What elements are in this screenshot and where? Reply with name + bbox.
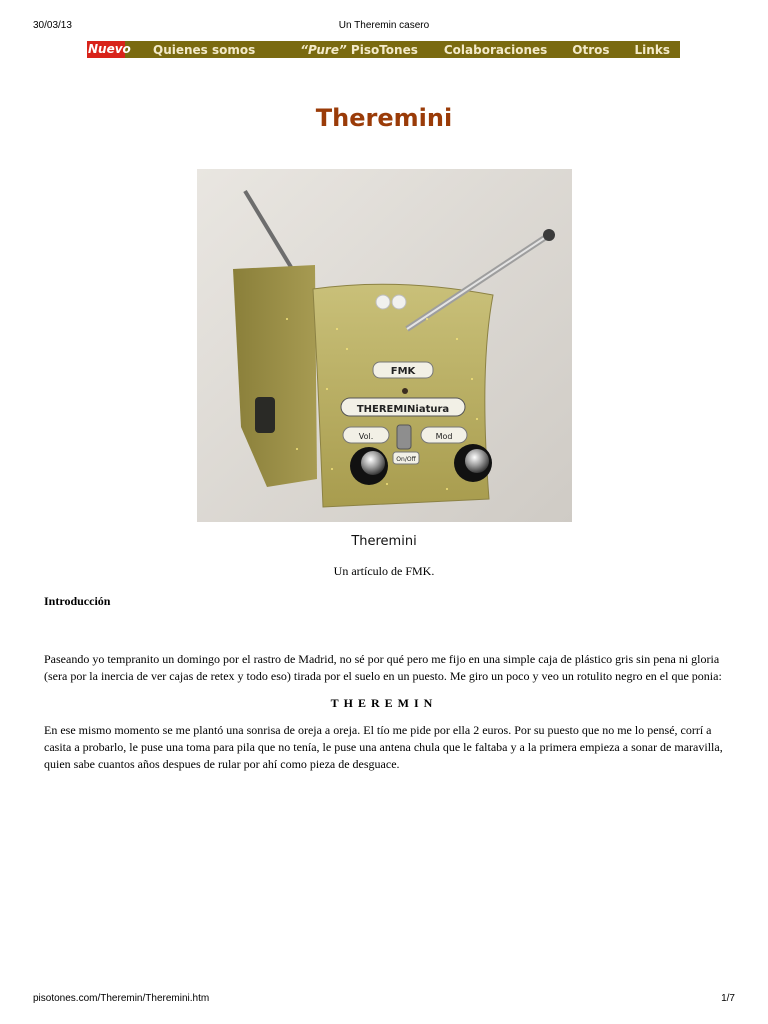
nav-pisotones-word: PisoTones (350, 42, 418, 57)
intro-heading: Introducción (44, 594, 111, 608)
top-nav-bar (87, 41, 680, 58)
print-footer (0, 993, 768, 1007)
theremini-photo (197, 169, 572, 522)
switch-label: On/Off (396, 456, 416, 463)
vol-label: Vol. (358, 432, 374, 441)
print-url: pisotones.com/Theremin/Theremini.htm (33, 993, 210, 1004)
nav-item-nuevo[interactable]: Nuevo (88, 42, 131, 56)
page-title: Theremini (315, 104, 453, 132)
intro-paragraph-1: Paseando yo tempranito un domingo por el rastro de Madrid, no sé por qué pero me fijo en una simple caja de plástico gris sin pena ni gloria (sera por la inercia de ver cajas de retex y todo eso) tirada por el suelo en un puesto. Me giro un poco y veo un rotulito negro en el que ponia: (44, 652, 722, 683)
nav-item-quienes-somos[interactable]: Quienes somos (153, 42, 256, 57)
nav-item-colaboraciones[interactable]: Colaboraciones (443, 42, 548, 57)
mod-label: Mod (435, 432, 453, 441)
brand-label: FMK (390, 366, 416, 377)
antenna-mount-left (376, 295, 390, 309)
photo-caption: Theremini (351, 534, 417, 549)
antenna-tip (543, 229, 555, 241)
indicator-led (402, 388, 408, 394)
model-label: THEREMINiatura (356, 404, 450, 415)
print-header (0, 20, 768, 34)
theremin-label-text: THEREMIN (330, 696, 438, 710)
intro-paragraph-2: En ese mismo momento se me plantó una sonrisa de oreja a oreja. El tío me pide por ella 2 euros. Por su puesto que no me lo pensé, corrí a casita a probarlo, le puse una toma para pila que no tenía, le puse una antena chula que le faltaba y a la primera empieza a sonar de maravilla, quien sabe cuantos años despues de rular por ahí como pieza de desguace. (44, 723, 723, 771)
theremini-photo-svg (197, 169, 572, 522)
nav-pure-word: “Pure” (300, 42, 347, 57)
nav-item-links[interactable]: Links (634, 42, 670, 57)
print-page-number: 1/7 (721, 993, 735, 1004)
nav-item-pure-pisotones[interactable] (300, 43, 418, 57)
vol-knob (361, 451, 385, 475)
mod-knob (465, 449, 489, 473)
print-doc-title: Un Theremin casero (338, 20, 430, 31)
power-switch (397, 425, 411, 449)
print-date: 30/03/13 (33, 20, 72, 31)
article-byline: Un artículo de FMK. (333, 564, 435, 578)
nav-item-otros[interactable]: Otros (572, 42, 610, 57)
side-jack (255, 397, 275, 433)
antenna-mount-right (392, 295, 406, 309)
